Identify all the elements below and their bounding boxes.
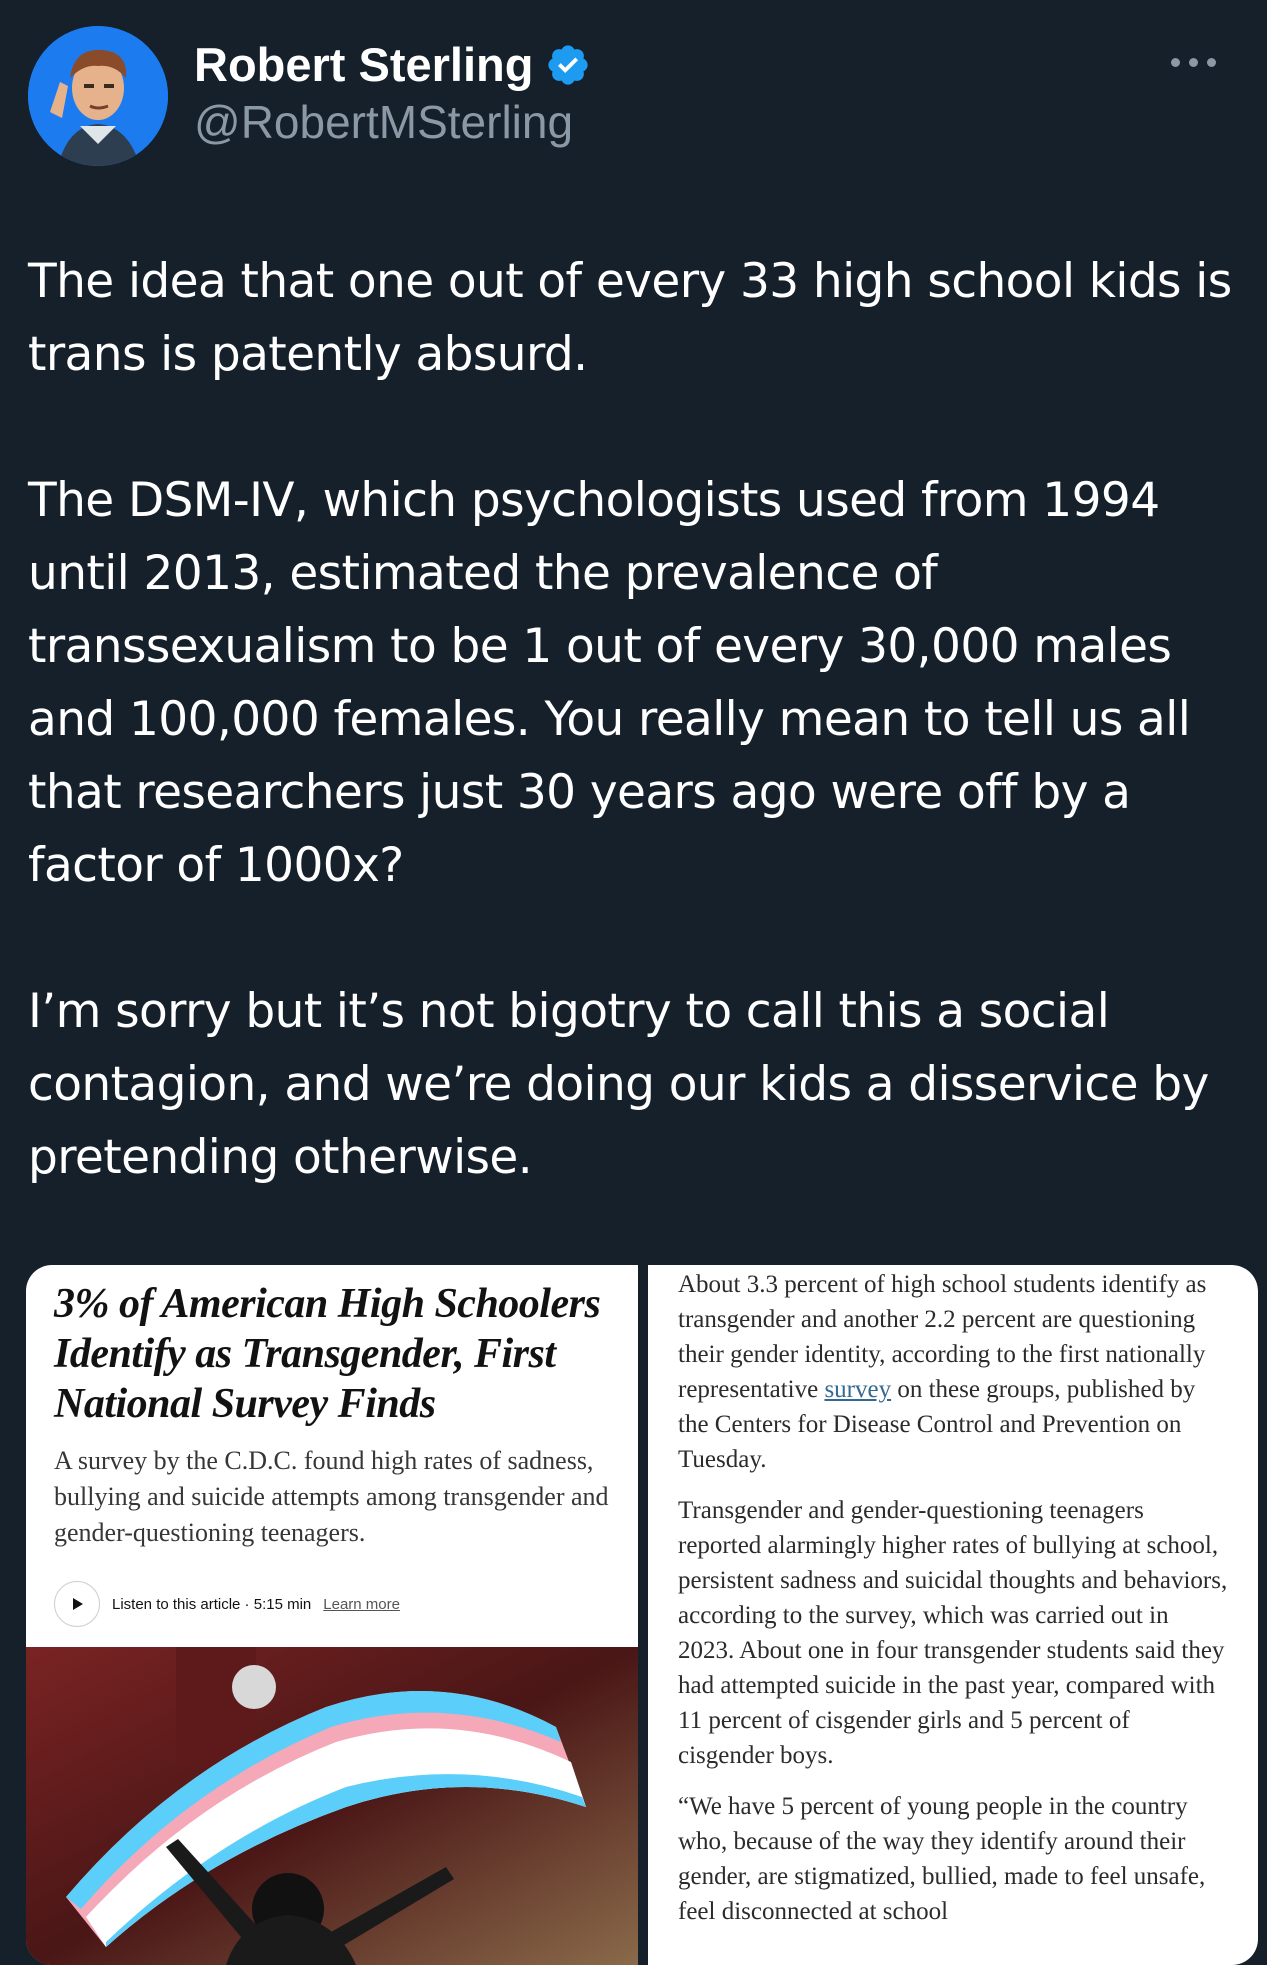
tweet-paragraph: I’m sorry but it’s not bigotry to call this a social contagion, and we’re doing our kids a disservice by pretending otherwise.	[28, 984, 1209, 1185]
learn-more-link: Learn more	[323, 1595, 400, 1613]
excerpt-text: About 3.3 percent of high school students identify as transgender and another 2.2 percent are questioning their gender identity, according to the first nationally representative	[678, 1271, 1207, 1403]
author-display-name[interactable]	[194, 36, 591, 94]
article-dek: A survey by the C.D.C. found high rates of sadness, bullying and suicide attempts among transgender and gender-questioning teenagers.	[54, 1446, 609, 1547]
tweet-paragraph: The idea that one out of every 33 high school kids is trans is patently absurd.	[28, 254, 1232, 382]
media-image-article[interactable]	[26, 1265, 638, 1965]
verified-badge-icon	[545, 42, 591, 88]
media-image-excerpt[interactable]	[648, 1265, 1258, 1965]
article-excerpt	[648, 1265, 1258, 1929]
article-photo	[26, 1647, 638, 1965]
article-headline: 3% of American High Schoolers Identify as Transgender, First National Survey Finds	[54, 1281, 601, 1427]
tweet-text	[28, 245, 1248, 1267]
play-icon	[54, 1581, 100, 1627]
tweet-media[interactable]	[26, 1265, 1258, 1965]
listen-bar	[54, 1581, 610, 1627]
flag-photo-illustration	[26, 1647, 638, 1965]
author-handle[interactable]: @RobertMSterling	[194, 96, 574, 148]
tweet-header	[28, 26, 1239, 166]
excerpt-paragraph	[678, 1267, 1228, 1477]
avatar[interactable]	[28, 26, 168, 166]
avatar-illustration	[28, 26, 168, 166]
author-names	[194, 36, 591, 150]
listen-label: Listen to this article · 5:15 min	[112, 1595, 312, 1613]
excerpt-paragraph: “We have 5 percent of young people in the country who, because of the way they identify around their gender, are stigmatized, bullied, made to feel unsafe, feel disconnected at school	[678, 1793, 1206, 1925]
display-name-text: Robert Sterling	[194, 38, 534, 91]
survey-link: survey	[824, 1376, 892, 1403]
more-options-icon[interactable]	[1171, 52, 1231, 72]
article-header	[26, 1265, 638, 1627]
excerpt-paragraph: Transgender and gender-questioning teenagers reported alarmingly higher rates of bullying at school, persistent sadness and suicidal thoughts and behaviors, according to the survey, which was carried out in 2023. About one in four transgender students said they had attempted suicide in the past year, compared with 11 percent of cisgender girls and 5 percent of cisgender boys.	[678, 1497, 1228, 1769]
excerpt-text: on these groups, published by the Centers for Disease Control and Prevention on Tuesday.	[678, 1376, 1196, 1473]
tweet-paragraph: The DSM-IV, which psychologists used from 1994 until 2013, estimated the prevalence of transsexualism to be 1 out of every 30,000 males and 100,000 females. You really mean to tell us all that researchers just 30 years ago were off by a factor of 1000x?	[28, 473, 1191, 893]
